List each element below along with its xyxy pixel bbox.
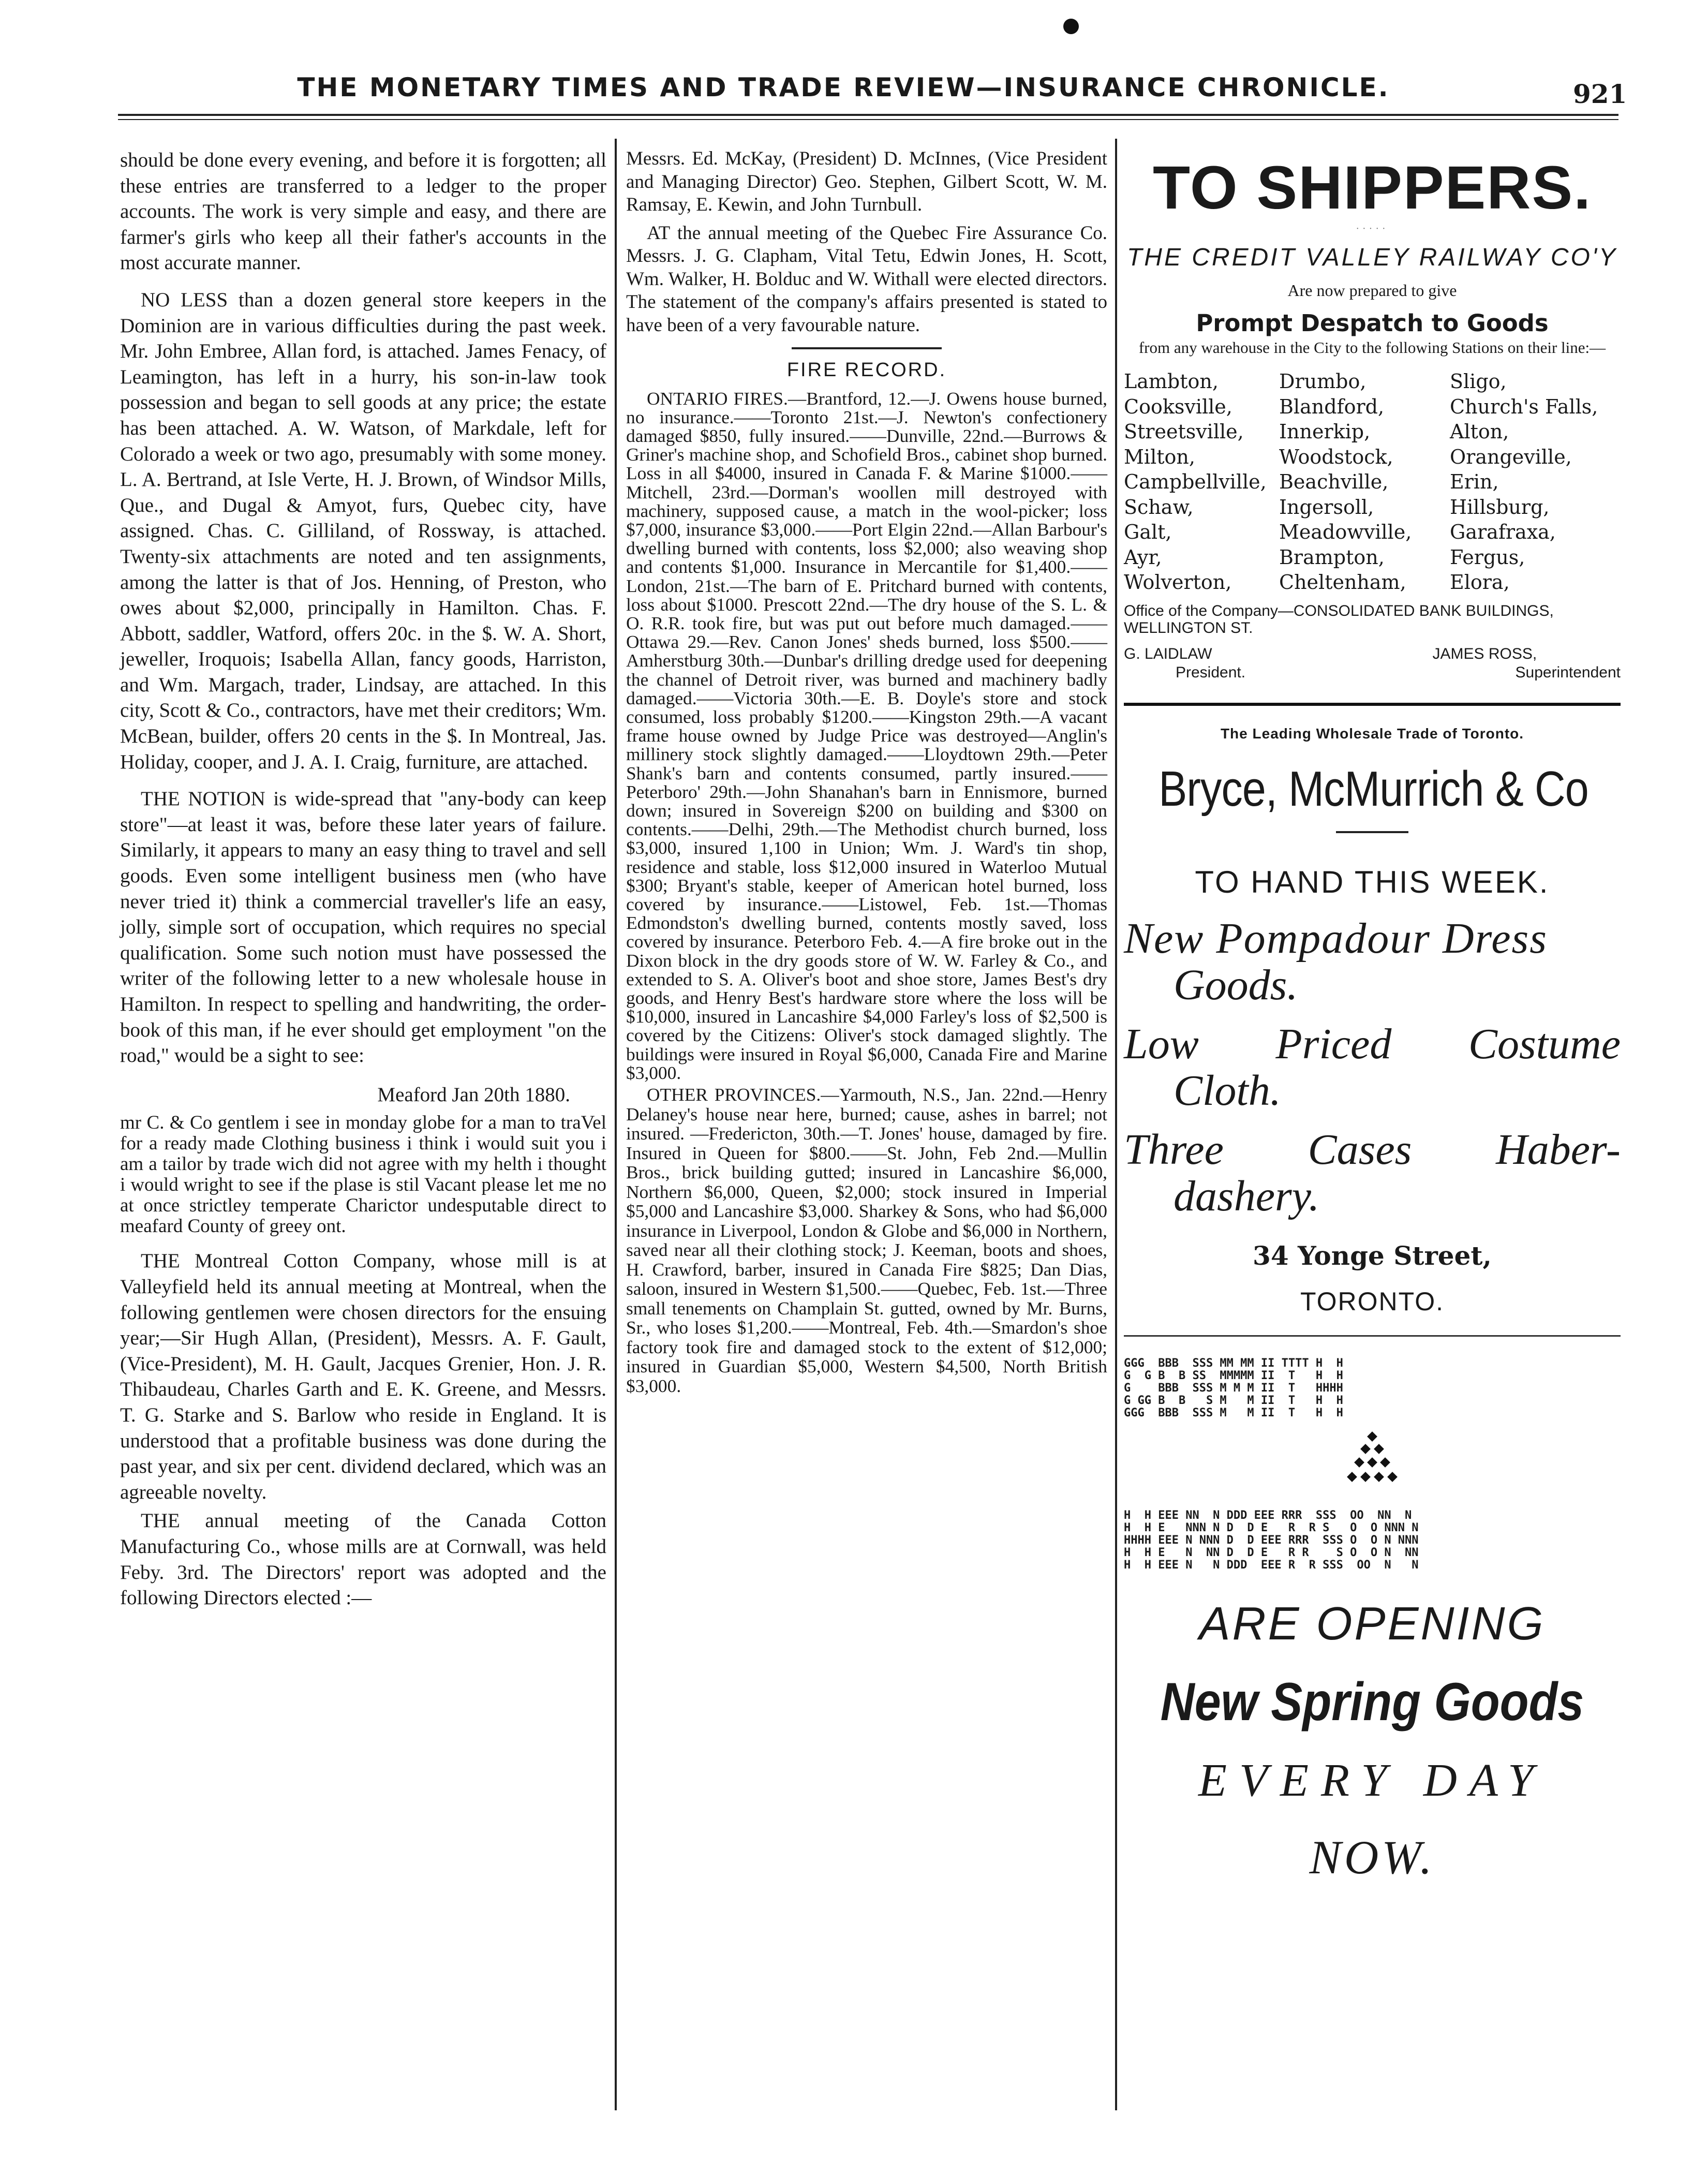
station: Elora, (1450, 571, 1510, 594)
station: Ayr, (1124, 545, 1162, 569)
goods-line: Goods. (1174, 960, 1298, 1009)
masthead-rule (118, 114, 1618, 116)
station: Cheltenham, (1279, 571, 1406, 594)
station: Campbellville, (1124, 470, 1267, 493)
station: Erin, (1450, 470, 1499, 493)
column-2 (626, 147, 1107, 1396)
ornament: ····· (1356, 223, 1389, 234)
section-heading: FIRE RECORD. (786, 359, 947, 381)
station: Alton, (1450, 420, 1509, 443)
ad-description: from any warehouse in the City to the following Stations on their line:— (1138, 338, 1606, 357)
ad-offer: Prompt Despatch to Goods (1196, 309, 1549, 337)
station: Fergus, (1450, 545, 1525, 569)
president-name: G. LAIDLAW (1124, 645, 1212, 662)
article-paragraph: THE annual meeting of the Canada Cotton Manufacturing Co., whose mills are at Cornwall, was held Feby. 3rd. The Directors' report was adopted and the following Directors elected :— (120, 1510, 606, 1609)
goods-line: New Pompadour Dress (1124, 914, 1548, 963)
letter-block-gbsmith: GGG BBB SSS MM MM II TTTT H H G G B B SS MMMMM II T H H G BBB SSS M M M II T HHHH G GG B B S M M II T H H GGG BBB SSS M M II T H H (1124, 1356, 1343, 1419)
store-address: 34 Yonge Street, (1253, 1240, 1492, 1271)
station: Drumbo, (1279, 370, 1367, 393)
station: Wolverton, (1124, 571, 1232, 594)
goods-word: Priced (1275, 1019, 1392, 1068)
firm-name: Bryce, McMurrich & Co (1159, 761, 1588, 817)
goods-line: Cloth. (1174, 1066, 1281, 1115)
station: Orangeville, (1450, 445, 1572, 468)
article-paragraph: should be done every evening, and before it is forgotten; all these entries are transferred to a ledger to the proper accounts. The work is very simple and easy, and there are farmer's girls who keep all their father's accounts in the most accurate manner. (120, 149, 606, 274)
station: Blandford, (1279, 395, 1385, 418)
station: Ingersoll, (1279, 495, 1374, 519)
station: Galt, (1124, 521, 1172, 543)
ad-separator (1124, 1335, 1621, 1337)
article-paragraph: THE Montreal Cotton Company, whose mill is at Valleyfield held its annual meeting at Montreal, when the following gentlemen were chosen directors for the ensuing year;—Sir Hugh Allan, (President), Messrs. A. F. Gault, (Vice-President), M. H. Gault, Jacques Grenier, Hon. J. R. Thibaudeau, Charles Garth and E. K. Greene, and Messrs. T. G. Starke and S. Barlow who reside in England. It is understood that a profitable business was done during the past year, and six per cent. dividend declared, which was an agreeable novelty. (120, 1250, 606, 1503)
station: Innerkip, (1279, 420, 1371, 443)
office-address: Office of the Company—CONSOLIDATED BANK BUILDINGS, WELLINGTON ST. (1124, 602, 1554, 637)
ad-subtitle: Are now prepared to give (1287, 281, 1457, 300)
column-3-ads (1124, 150, 1621, 1885)
station: Garafraxa, (1450, 521, 1556, 543)
goods-line: dashery. (1174, 1172, 1320, 1220)
column-divider-1 (615, 139, 617, 2110)
letter-date: Meaford Jan 20th 1880. (377, 1083, 570, 1106)
goods-word: Low (1124, 1019, 1199, 1068)
station: Sligo, (1450, 370, 1507, 393)
letter-block-henderson: H H EEE NN N DDD EEE RRR SSS OO NN N H H E NNN N D D E R R S O O NNN N HHHH EEE N NNN D D EEE RRR SSS O O N NNN H H E N NN D D E R R S O O N NN H H EEE N N DDD EEE R R SSS OO N N (1124, 1508, 1419, 1572)
station: Cooksville, (1124, 395, 1232, 418)
article-paragraph: NO LESS than a dozen general store keepers in the Dominion are in various difficulties during the past week. Mr. John Embree, Allan ford, is attached. James Fenacy, of Leamington, has left in a hurry, his son-in-law took possession and began to sell goods at any price; the estate has been attached. A. W. Watson, of Markdale, left for Colorado a week or two ago, presumably with some money. L. A. Bertrand, at Isle Verte, H. J. Brown, of Windsor Mills, Que., and Dugal & Amyot, furs, Quebec city, have assigned. Chas. C. Gilliland, of Rossway, is attached. Twenty-six attachments are noted and ten assignments, among the latter is that of Jos. Henning, of Preston, who owes about $2,000, principally in Hamilton. Chas. F. Abbott, saddler, Watford, offers 20c. in the $. W. A. Short, jeweller, Iroquois; Isabella Allan, fancy goods, Harriston, and Wm. Margach, trader, Lindsay, are attached. In this city, Scott & Co., contractors, have met their creditors; Wm. McBean, builder, offers 20 cents in the $. In Montreal, Jas. Holiday, cooper, and J. A. I. Craig, furniture, are attached. (120, 288, 606, 773)
station: Meadowville, (1279, 521, 1412, 543)
masthead-title: THE MONETARY TIMES AND TRADE REVIEW—INSURANCE CHRONICLE. (297, 72, 1390, 102)
station: Woodstock, (1279, 445, 1393, 468)
station: Lambton, (1124, 370, 1219, 393)
column-1 (120, 147, 606, 1611)
goods-word: Cases (1308, 1125, 1412, 1174)
goods-word: Three (1124, 1125, 1224, 1174)
article-paragraph: Messrs. Ed. McKay, (President) D. McInnes, (Vice President and Managing Director) Geo. Stephen, Gilbert Scott, W. M. Ramsay, E. Kewin, and John Turnbull. (626, 148, 1107, 215)
ad-heading: TO HAND THIS WEEK. (1195, 864, 1550, 899)
superintendent (1422, 645, 1621, 682)
letter-body: mr C. & Co gentlem i see in monday globe for a man to traVel for a ready made Clothing business i think i would suit you i am a tailor by trade wich did not agree with my helth i thought i would wright to see if the plase is stil Vacant please let me no at once strictley temperate Charictor undesputable direct to meafard County of greey ont. (120, 1112, 606, 1237)
ad-headline: NOW. (1309, 1830, 1435, 1884)
station: Brampton, (1279, 545, 1385, 569)
officers (1124, 645, 1621, 682)
masthead-rule-thin (118, 119, 1618, 120)
bryce-ad (1124, 726, 1621, 1316)
article-paragraph: AT the annual meeting of the Quebec Fire Assurance Co. Messrs. J. G. Clapham, Vital Tetu, Edwin Jones, H. Scott, Wm. Walker, H. Bolduc and W. Withall were elected directors. The statement of the company's affairs presented is stated to have been of a very favourable nature. (626, 222, 1107, 336)
goods-line (1124, 1021, 1621, 1068)
station: Church's Falls, (1450, 395, 1598, 418)
ad-tagline: The Leading Wholesale Trade of Toronto. (1220, 725, 1524, 742)
superintendent-name: JAMES ROSS, (1432, 645, 1537, 662)
shippers-ad (1124, 154, 1621, 682)
stations-list (1124, 369, 1621, 595)
station: Milton, (1124, 445, 1195, 468)
ad-headline: New Spring Goods (1160, 1671, 1584, 1732)
station: Beachville, (1279, 470, 1389, 493)
ad-headline: EVERY DAY (1198, 1754, 1546, 1806)
goods-word: Haber- (1496, 1125, 1621, 1174)
spring-goods-ad (1124, 1357, 1621, 1885)
goods-line (1124, 1127, 1621, 1173)
station: Streetsville, (1124, 420, 1244, 443)
ad-headline: ARE OPENING (1199, 1597, 1546, 1650)
fire-record-other: OTHER PROVINCES.—Yarmouth, N.S., Jan. 22nd.—Henry Delaney's house near here, burned; cause, ashes in barrel; not insured. —Fredericton, 30th.—T. Jones' house, damaged by fire. Insured in Queen for $800.——St. John, Feb 2nd.—Mullin Bros., brick building gutted; insured in Lancashire $6,000, Northern $6,000, Queen, $2,000; stock insured in Imperial $5,000 and Lancashire $3,000. Sharkey & Sons, who had $6,000 insurance in Liverpool, London & Globe and $6,000 in Northern, saved near all their clothing stock; J. Keeman, boots and shoes, H. Crawford, barber, insured in Canada Fire $825; Dan Dias, saloon, insured in Western $1,500.——Quebec, Feb. 1st.—Three small tenements on Champlain St. gutted, owned by Mr. Burns, Sr., who loses $1,200.——Montreal, Feb. 4th.—Smardon's shoe factory took fire and damaged stock to the extent of $12,000; insured in Guardian $5,000, Western $4,500, North British $3,000. (626, 1084, 1107, 1396)
article-paragraph: THE NOTION is wide-spread that "any-body can keep store"—at least it was, before these later years of failure. Similarly, it appears to many an easy thing to travel and sell goods. Even some intelligent business men (who have never tried it) think a commercial traveller's life an easy, jolly, simple sort of occupation, which requires no special qualification. Some such notion must have possessed the writer of the following letter to a new wholesale house in Hamilton. In respect to spelling and handwriting, the order-book of this man, if he ever should get employment "on the road," would be a sight to see: (120, 788, 606, 1067)
page-number: 921 (1573, 79, 1627, 109)
fire-record-ontario: ONTARIO FIRES.—Brantford, 12.—J. Owens house burned, no insurance.——Toronto 21st.—J. Newton's confectionery damaged $850, fully insured.——Dunville, 22nd.—Burrows & Griner's machine shop, and Schofield Bros., cabinet shop burned. Loss in all $4000, insured in Canada F. & Marine $1000.—— Mitchell, 23rd.—Dorman's woollen mill destroyed with machinery, supposed cause, a match in the wool-picker; loss $7,000, insurance $3,000.——Port Elgin 22nd.—Allan Barbour's dwelling burned with contents, loss $2,000; also weaving shop and contents $1,000. Insurance in Mercantile for $1,400.——London, 21st.—The barn of E. Pritchard burned with contents, loss about $1000. Prescott 22nd.—The dry house of the S. L. & O. R.R. took fire, but was put out before much damaged.——Ottawa 29.—Rev. Canon Jones' sheds burned, loss $500.——Amherstburg 30th.—Dunbar's drilling dredge used for deepening the channel of Detroit river, was burned and machinery badly damaged.——Victoria 30th.—E. B. Doyle's store and stock consumed, loss probably $1200.——Kingston 29th.—A vacant frame house owned by Judge Price was destroyed—Anglin's millinery stock slightly damaged.——Lloydtown 29th.—Peter Shank's barn and contents consumed, partly insured.——Peterboro' 29th.—John Shanahan's barn in Ennismore, burned down; insured in Sovereign $200 on building and $300 on contents.——Delhi, 29th.—The Methodist church burned, loss $3,000, insured 1,100 in Union; Wm. J. Ward's tin shop, residence and stable, loss $12,000 insured in Waterloo Mutual $300; Bryant's stable, keeper of American hotel burned, loss covered by insurance.——Listowel, Feb. 1st.—Thomas Edmondston's dwelling burned, contents mostly saved, loss covered by insurance. Peterboro Feb. 4.—A fire broke out in the Dixon block in the dry goods store of W. W. Farley & Co., and extended to S. A. Oliver's boot and shoe store, James Best's dry goods, and Henry Best's hardware store where the loss will be $10,000, insured in Lancashire $4,000 Farley's loss of $2,500 is covered by the Citizens: Oliver's stock damaged slightly. The buildings were insured in Royal $6,000, Canada Fire and Marine $3,000. (626, 388, 1107, 1083)
station: Schaw, (1124, 495, 1194, 519)
column-divider-2 (1115, 139, 1117, 2110)
president (1124, 645, 1245, 682)
station: Hillsburg, (1450, 495, 1550, 519)
president-title: President. (1176, 663, 1246, 681)
ad-rule (1336, 831, 1408, 833)
goods-word: Costume (1468, 1019, 1621, 1068)
ad-separator (1124, 703, 1621, 706)
ad-headline: TO SHIPPERS. (1152, 154, 1592, 222)
store-city: TORONTO. (1300, 1286, 1445, 1316)
superintendent-title: Superintendent (1515, 663, 1621, 681)
section-rule (792, 347, 942, 349)
railway-company: THE CREDIT VALLEY RAILWAY CO'Y (1126, 244, 1618, 271)
printer-dot (1063, 19, 1079, 34)
ornament-triangle (1341, 1430, 1403, 1497)
